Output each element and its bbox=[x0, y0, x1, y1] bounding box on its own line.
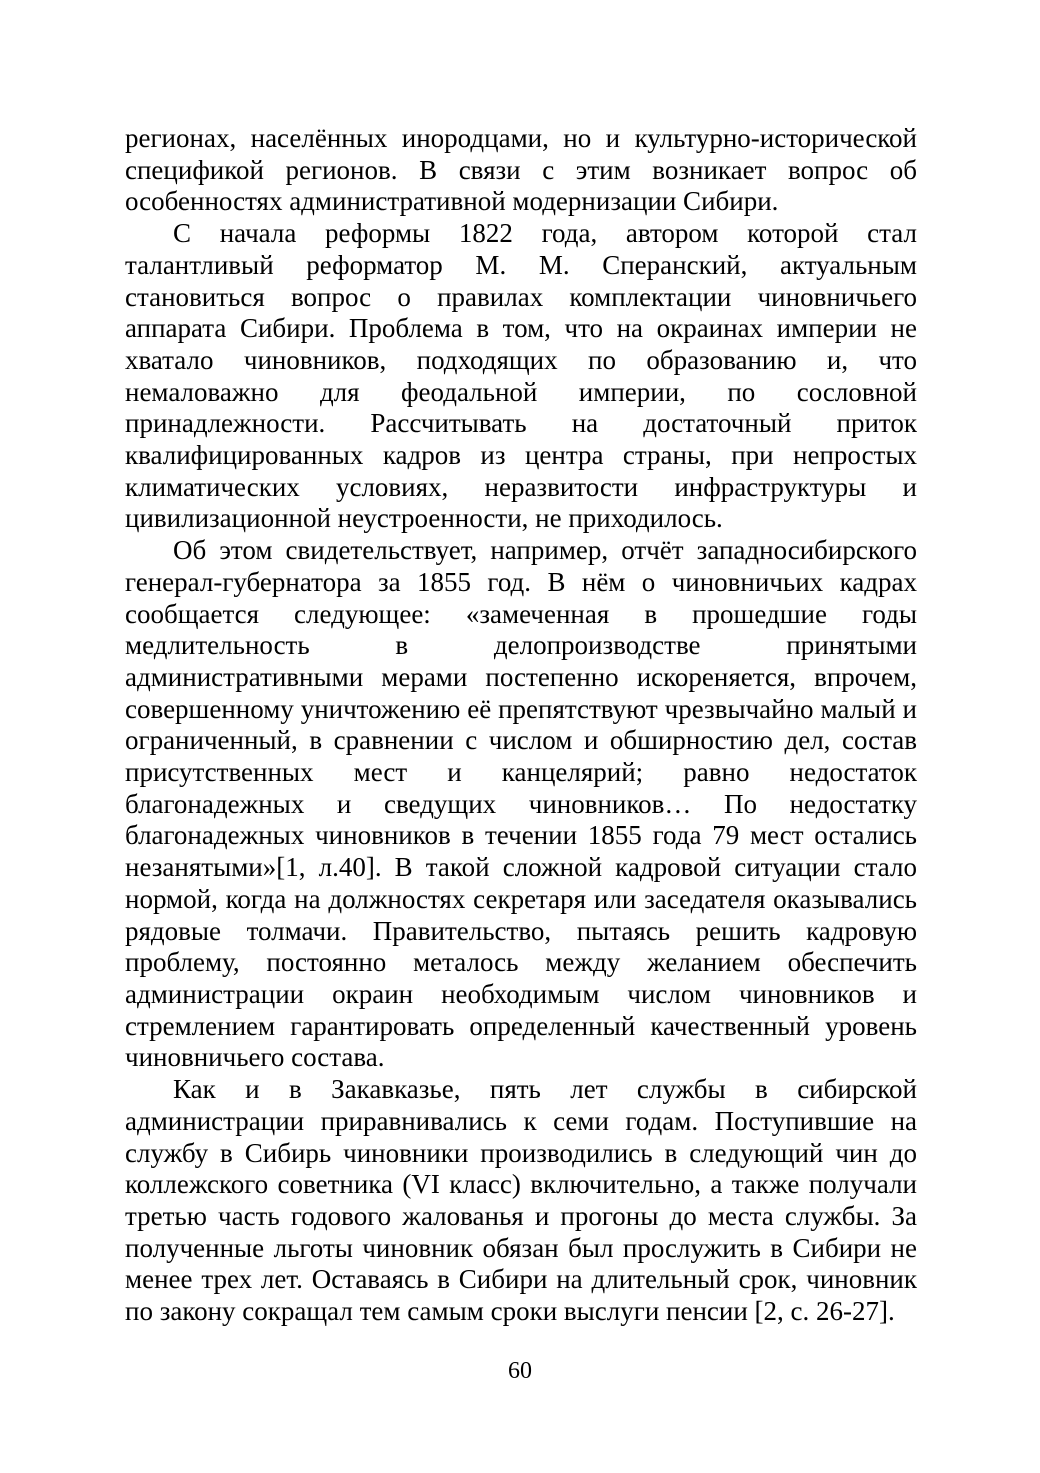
paragraph-1: регионах, населённых инородцами, но и культурно-исторической спецификой регионов. В связи с этим возникает вопрос об особенностях административной модернизации Сибири. bbox=[125, 123, 917, 217]
paragraph-3: Об этом свидетельствует, например, отчёт западносибирского генерал-губернатора за 1855 год. В нём о чиновничьих кадрах сообщается следующее: «замеченная в прошедшие годы медлительность в делопроизводстве принятыми административными мерами постепенно искореняется, впрочем, совершенному уничтожению её препятствуют чрезвычайно малый и ограниченный, в сравнении с числом и обширностию дел, состав присутственных мест и канцелярий; равно недостаток благонадежных и сведущих чиновников… По недостатку благонадежных чиновников в течении 1855 года 79 мест остались незанятыми»[1, л.40]. В такой сложной кадровой ситуации стало нормой, когда на должностях секретаря или заседателя оказывались рядовые толмачи. Правительство, пытаясь решить кадровую проблему, постоянно металось между желанием обеспечить администрации окраин необходимым числом чиновников и стремлением гарантировать определенный качественный уровень чиновничьего состава. bbox=[125, 535, 917, 1073]
page-body bbox=[125, 123, 917, 1328]
page-number: 60 bbox=[508, 1358, 532, 1384]
paragraph-4: Как и в Закавказье, пять лет службы в сибирской администрации приравнивались к семи годам. Поступившие на службу в Сибирь чиновники производились в следующий чин до коллежского советника (VI класс) включительно, а также получали третью часть годового жалованья и прогоны до места службы. За полученные льготы чиновник обязан был прослужить в Сибири не менее трех лет. Оставаясь в Сибири на длительный срок, чиновник по закону сокращал тем самым сроки выслуги пенсии [2, с. 26-27]. bbox=[125, 1074, 917, 1327]
paragraph-2: С начала реформы 1822 года, автором которой стал талантливый реформатор М. М. Сперанский, актуальным становиться вопрос о правилах комплектации чиновничьего аппарата Сибири. Проблема в том, что на окраинах империи не хватало чиновников, подходящих по образованию и, что немаловажно для феодальной империи, по сословной принадлежности. Рассчитывать на достаточный приток квалифицированных кадров из центра страны, при непростых климатических условиях, неразвитости инфраструктуры и цивилизационной неустроенности, не приходилось. bbox=[125, 218, 917, 534]
